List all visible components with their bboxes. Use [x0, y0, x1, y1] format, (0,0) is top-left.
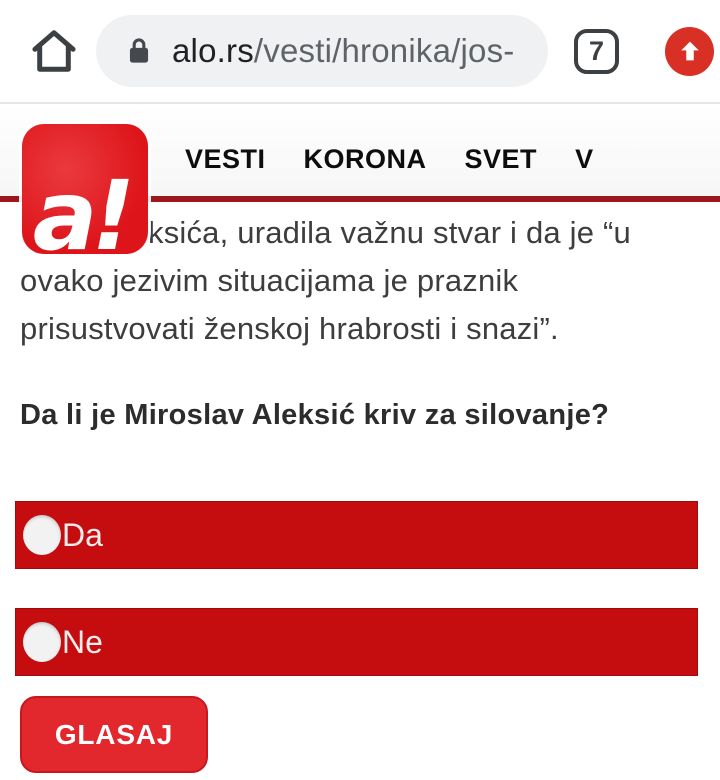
nav-item-korona[interactable]: KORONA [303, 144, 427, 174]
browser-toolbar [0, 0, 720, 104]
poll-option-da[interactable] [15, 501, 698, 569]
tab-switcher-button[interactable] [574, 29, 619, 74]
home-button[interactable] [26, 23, 82, 79]
article-paragraph-line: prisustvovati ženskoj hrabrosti i snazi”. [20, 311, 559, 346]
nav-item-svet[interactable]: SVET [464, 144, 538, 174]
lock-icon [122, 32, 156, 70]
nav-item-vesti[interactable]: VESTI [185, 144, 266, 174]
article-paragraph-line: ksića, uradila važnu stvar i da je “u [148, 215, 631, 250]
site-logo[interactable] [22, 124, 148, 254]
site-logo-text: a! [32, 160, 130, 254]
chrome-update-button[interactable] [665, 27, 714, 76]
vote-button[interactable]: GLASAJ [20, 696, 208, 773]
main-nav [185, 144, 594, 175]
poll-option-label: Da [62, 516, 103, 553]
poll-question: Da li je Miroslav Aleksić kriv za silovanje? [20, 399, 610, 431]
url-bar[interactable] [96, 15, 548, 87]
radio-icon[interactable] [23, 622, 61, 662]
url-domain: alo.rs [172, 32, 254, 69]
update-arrow-icon [675, 36, 705, 66]
url-text [172, 32, 514, 70]
poll-widget [0, 501, 720, 773]
article-paragraph-line: ovako jezivim situacijama je praznik [20, 263, 519, 298]
radio-icon[interactable] [23, 515, 61, 555]
home-icon [28, 25, 80, 77]
tab-count: 7 [588, 35, 605, 66]
poll-option-ne[interactable] [15, 608, 698, 676]
poll-option-label: Ne [62, 623, 103, 660]
nav-item-v[interactable]: V [575, 144, 594, 174]
url-path: /vesti/hronika/jos- [253, 32, 515, 69]
